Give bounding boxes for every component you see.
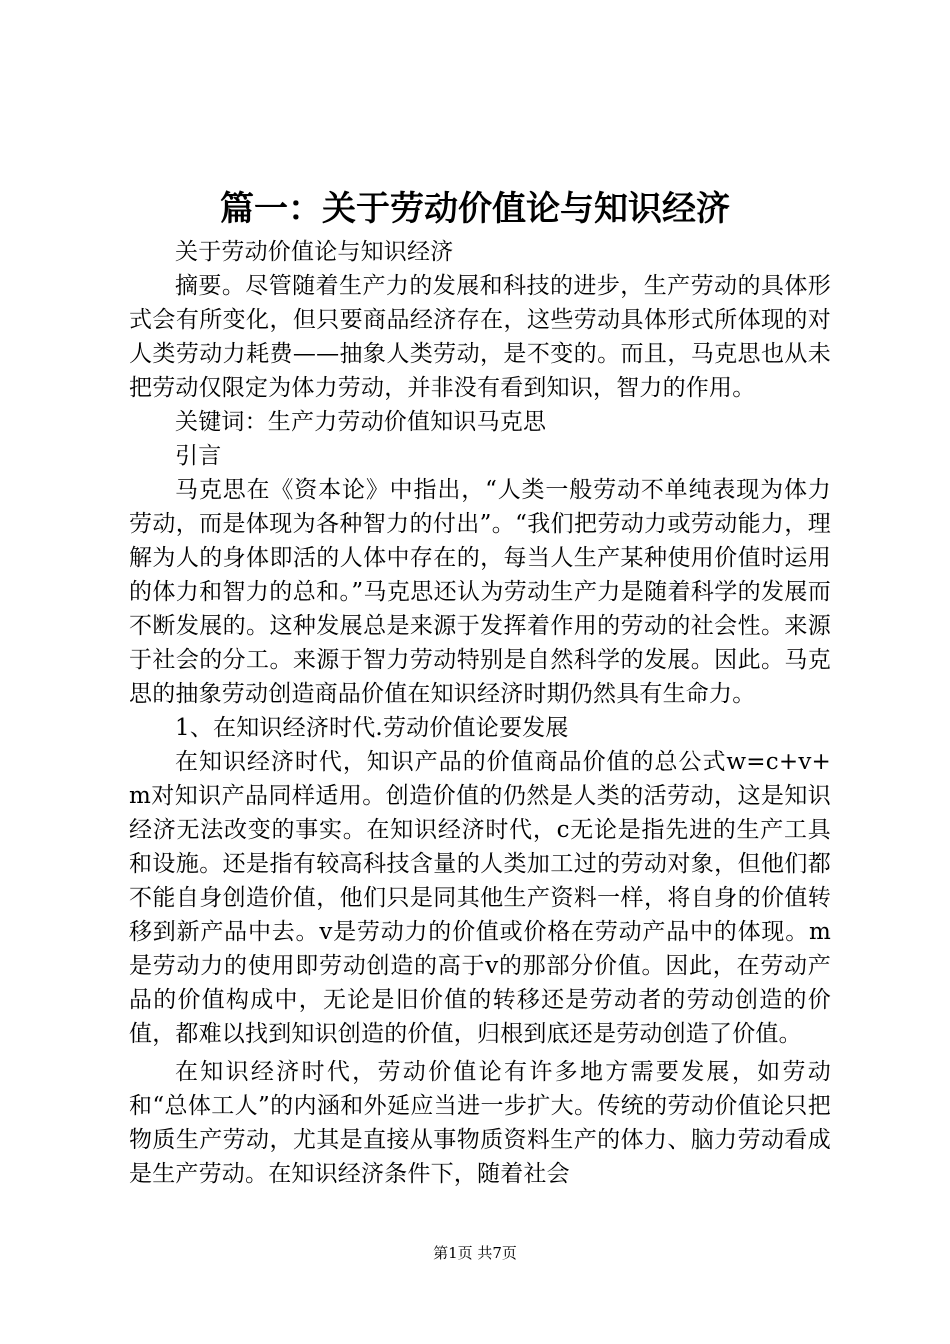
- section-heading-1: 1、在知识经济时代.劳动价值论要发展: [175, 715, 569, 741]
- document-title: 篇一：关于劳动价值论与知识经济: [220, 189, 730, 229]
- paragraph-subtitle: 关于劳动价值论与知识经济: [175, 239, 454, 265]
- paragraph-keywords: 关键词：生产力劳动价值知识马克思: [175, 409, 547, 435]
- paragraph-abstract: 摘要。尽管随着生产力的发展和科技的进步，生产劳动的具体形式会有所变化，但只要商品经济存在，这些劳动具体形式所体现的对人类劳动力耗费——抽象人类劳动，是不变的。而且，马克思也从未把劳动仅限定为体力劳动，并非没有看到知识，智力的作用。: [129, 273, 831, 401]
- paragraph-intro-heading: 引言: [175, 443, 222, 469]
- document-body: [129, 235, 831, 1191]
- paragraph-section-1: 在知识经济时代，知识产品的价值商品价值的总公式w=c+v+m对知识产品同样适用。创造价值的仍然是人类的活劳动，这是知识经济无法改变的事实。在知识经济时代，c无论是指先进的生产工具和设施。还是指有较高科技含量的人类加工过的劳动对象，但他们都不能自身创造价值，他们只是同其他生产资料一样，将自身的价值转移到新产品中去。v是劳动力的价值或价格在劳动产品中的体现。m是劳动力的使用即劳动创造的高于v的那部分价值。因此，在劳动产品的价值构成中，无论是旧价值的转移还是劳动者的劳动创造的价值，都难以找到知识创造的价值，归根到底还是劳动创造了价值。: [129, 749, 831, 1047]
- paragraph-section-1-continued: 在知识经济时代，劳动价值论有许多地方需要发展，如劳动和“总体工人”的内涵和外延应当进一步扩大。传统的劳动价值论只把物质生产劳动，尤其是直接从事物质资料生产的体力、脑力劳动看成是生产劳动。在知识经济条件下，随着社会: [129, 1059, 831, 1187]
- page-number: 第1页 共7页: [433, 1244, 517, 1262]
- paragraph-intro: 马克思在《资本论》中指出，“人类一般劳动不单纯表现为体力劳动，而是体现为各种智力的付出”。“我们把劳动力或劳动能力，理解为人的身体即活的人体中存在的，每当人生产某种使用价值时运用的体力和智力的总和。”马克思还认为劳动生产力是随着科学的发展而不断发展的。这种发展总是来源于发挥着作用的劳动的社会性。来源于社会的分工。来源于智力劳动特别是自然科学的发展。因此。马克思的抽象劳动创造商品价值在知识经济时期仍然具有生命力。: [129, 477, 831, 707]
